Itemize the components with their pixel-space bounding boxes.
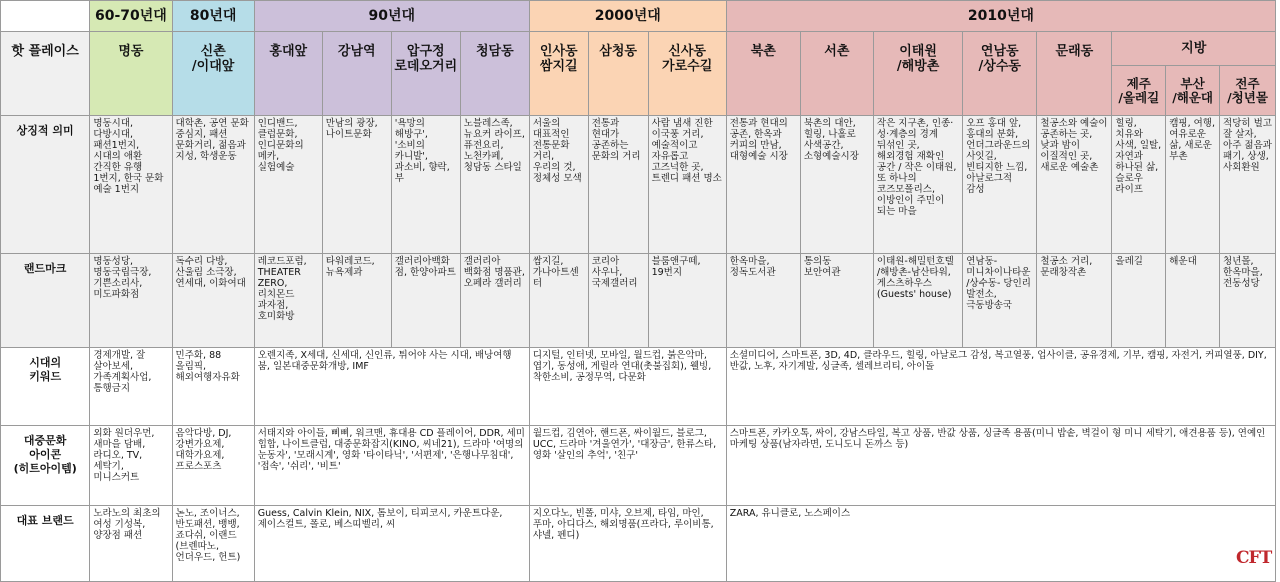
place-header-row xyxy=(1,32,1276,66)
cell-landmark-3: 타워레코드, 뉴욕제과 xyxy=(322,254,391,348)
cell-symbolic-7: 전통과 현대가 공존하는 문화의 거리 xyxy=(588,116,648,254)
cell-symbolic-16: 적당히 벌고 잘 살자, 아주 젊음과 패기, 상생, 사회환원 xyxy=(1220,116,1276,254)
cell-keywords-2010: 소셜미디어, 스마트폰, 3D, 4D, 클라우드, 힐링, 아날로그 감성, 복고열풍, 업사이클, 공유경제, 기부, 캠핑, 자전거, 커피열풍, DIY, 반값, 노후, 자기계발, 싱글족, 셀레브리티, 아이돌 xyxy=(726,348,1275,426)
cell-symbolic-11: 작은 지구촌, 인종·성·계층의 경계 뒤섞인 곳, 해외경험 재확인 공간 / 작은 이태원, 또 하나의 코즈모폴리스, 이방인이 주민이 되는 마을 xyxy=(873,116,962,254)
cell-symbolic-14: 힐링, 치유와 사색, 일탈, 자연과 하나된 삶, 슬로우 라이프 xyxy=(1112,116,1166,254)
keywords-row xyxy=(1,348,1276,426)
place-myeongdong: 명동 xyxy=(90,32,172,116)
cell-keywords-2000: 디지털, 인터넷, 모바일, 월드컵, 붉은악마, 엽기, 동성애, 게릴라 연대(촛불집회), 웰빙, 착한소비, 공정무역, 다문화 xyxy=(529,348,726,426)
cell-symbolic-0: 명동시대, 다방시대, 패션1번지, 시대의 애환 간직한 유행 1번지, 한국 문화 예술 1번지 xyxy=(90,116,172,254)
cell-landmark-7: 코리아 사우나, 국제갤러리 xyxy=(588,254,648,348)
cell-symbolic-10: 북촌의 대안, 힐링, 나홀로 사색공간, 소형예술시장 xyxy=(800,116,873,254)
era-2000: 2000년대 xyxy=(529,1,726,32)
region-label: 지방 xyxy=(1112,32,1276,66)
cell-landmark-16: 청년몰, 한옥마을, 전동성당 xyxy=(1220,254,1276,348)
landmark-row xyxy=(1,254,1276,348)
cell-symbolic-5: 노블레스족, 뉴요커 라이프, 퓨전요리, 노천카페, 청담동 스타일 xyxy=(460,116,529,254)
symbolic-row xyxy=(1,116,1276,254)
cell-landmark-10: 통의동 보안여관 xyxy=(800,254,873,348)
place-busan: 부산 /해운대 xyxy=(1166,66,1220,116)
cell-landmark-12: 연남동- 미니차이나타운 /상수동- 당인리 발전소, 극동방송국 xyxy=(963,254,1037,348)
place-seochon: 서촌 xyxy=(800,32,873,116)
cell-landmark-4: 갤러리아백화점, 한양아파트 xyxy=(391,254,460,348)
era-90: 90년대 xyxy=(254,1,529,32)
place-mullae: 문래동 xyxy=(1037,32,1112,116)
cell-brands-6070: 노라노의 최초의 여성 기성복, 양장점 패션 xyxy=(90,506,172,582)
pop-culture-row xyxy=(1,426,1276,506)
cell-landmark-14: 올레길 xyxy=(1112,254,1166,348)
cell-landmark-11: 이태원-해밀턴호텔 /해방촌-남산타워, 게스츠하우스(Guests' house) xyxy=(873,254,962,348)
cell-symbolic-3: 만남의 광장, 나이트문화 xyxy=(322,116,391,254)
place-hongdae: 홍대앞 xyxy=(254,32,322,116)
place-apgujeong: 압구정 로데오거리 xyxy=(391,32,460,116)
cft-logo xyxy=(1236,548,1276,572)
cell-landmark-1: 독수리 다방, 산울림 소극장, 연세대, 이화여대 xyxy=(172,254,254,348)
cell-landmark-5: 갤러리아 백화점 명품관, 오페라 갤러리 xyxy=(460,254,529,348)
place-cheongdam: 청담동 xyxy=(460,32,529,116)
cell-brands-80: 논노, 조이너스, 반도패션, 뱅뱅, 죠다쉬, 이랜드(브렌따노, 언더우드, 헌트) xyxy=(172,506,254,582)
era-6070: 60-70년대 xyxy=(90,1,172,32)
cell-pop-6070: 외화 원더우먼, 새마을 담배, 라디오, TV, 세탁기, 미니스커트 xyxy=(90,426,172,506)
cell-brands-2000: 지오다노, 빈폴, 미샤, 오브제, 타임, 마인, 푸마, 아디다스, 해외명품(프라다, 루이비통, 샤넬, 펜디) xyxy=(529,506,726,582)
cell-keywords-6070: 경제개발, 잘 살아보세, 가족계획사업, 통행금지 xyxy=(90,348,172,426)
era-2010: 2010년대 xyxy=(726,1,1275,32)
row-label-brands: 대표 브랜드 xyxy=(1,506,90,582)
cell-landmark-8: 블룸앤구떼, 19번지 xyxy=(648,254,726,348)
cell-landmark-0: 명동성당, 명동국립극장, 기쁜소리사, 미도파화점 xyxy=(90,254,172,348)
cell-symbolic-8: 사람 냄새 진한 이국풍 거리, 예술적이고 자유롭고 고즈넉한 곳, 트렌디 패션 명소 xyxy=(648,116,726,254)
cell-symbolic-2: 인디밴드, 클럽문화, 인디문화의 메카, 실험예술 xyxy=(254,116,322,254)
cell-brands-90: Guess, Calvin Klein, NIX, 톰보이, 티피코시, 카운트다운, 제이스컬트, 폴로, 베스띠벨리, 씨 xyxy=(254,506,529,582)
place-jeonju: 전주 /청년몰 xyxy=(1220,66,1276,116)
cell-symbolic-1: 대학촌, 공연 문화 중심지, 패션 문화거리, 젊음과 지성, 학생운동 xyxy=(172,116,254,254)
row-label-symbolic: 상징적 의미 xyxy=(1,116,90,254)
cell-pop-90: 서태지와 아이들, 삐삐, 워크맨, 휴대용 CD 플레이어, DDR, 세미 힙합, 나이트클럽, 대중문화잡지(KINO, 씨네21), 드라마 '여명의 눈동자', '모래시계', 영화 '타이타닉', '서편제', '은행나무침대', '접속', '쉬리', '비트' xyxy=(254,426,529,506)
row-label-pop-culture: 대중문화 아이콘 (히트아이템) xyxy=(1,426,90,506)
row-label-landmark: 랜드마크 xyxy=(1,254,90,348)
cell-symbolic-12: 오프 홍대 앞, 홍대의 분화, 언더그라운드의 사잇길, 빈티지한 느낌, 아날로그적 감성 xyxy=(963,116,1037,254)
cell-landmark-2: 레코드포럼, THEATER ZERO, 리치몬드 과자점, 호미화방 xyxy=(254,254,322,348)
place-jeju: 제주 /올레길 xyxy=(1112,66,1166,116)
cell-landmark-6: 쌈지길, 가나아트센터 xyxy=(529,254,588,348)
cell-landmark-15: 해운대 xyxy=(1166,254,1220,348)
cell-landmark-13: 철공소 거리, 문래창작촌 xyxy=(1037,254,1112,348)
place-yeonnam: 연남동 /상수동 xyxy=(963,32,1037,116)
cell-landmark-9: 한옥마을, 정독도서관 xyxy=(726,254,800,348)
cell-pop-2000: 월드컵, 김연아, 핸드폰, 싸이월드, 블로그, UCC, 드라마 '겨울연가', '대장금', 한류스타, 영화 '살인의 추억', '친구' xyxy=(529,426,726,506)
cell-symbolic-15: 캠핑, 여행, 여유로운 삶, 새로운 부촌 xyxy=(1166,116,1220,254)
place-itaewon: 이태원 /해방촌 xyxy=(873,32,962,116)
place-sinchon: 신촌 /이대앞 xyxy=(172,32,254,116)
row-label-keywords: 시대의 키워드 xyxy=(1,348,90,426)
place-bukchon: 북촌 xyxy=(726,32,800,116)
brands-row xyxy=(1,506,1276,582)
cell-pop-80: 음악다방, DJ, 강변가요제, 대학가요제, 프로스포츠 xyxy=(172,426,254,506)
corner-label: 핫 플레이스 xyxy=(1,32,90,116)
place-insadong: 인사동 쌈지길 xyxy=(529,32,588,116)
cell-symbolic-13: 철공소와 예술이 공존하는 곳, 낮과 밤이 이질적인 곳, 새로운 예술촌 xyxy=(1037,116,1112,254)
cell-symbolic-6: 서울의 대표적인 전통문화 거리, 우리의 것, 정체성 모색 xyxy=(529,116,588,254)
place-sinsa: 신사동 가로수길 xyxy=(648,32,726,116)
cell-symbolic-4: '욕망의 해방구', '소비의 카니발', 과소비, 향락, 부 xyxy=(391,116,460,254)
cell-pop-2010: 스마트폰, 카카오톡, 싸이, 강남스타일, 복고 상품, 반값 상품, 싱글족 용품(미니 밥솥, 벽걸이 형 미니 세탁기, 애견용품 등), 연예인 마케팅 상품(남자라면, 도니도니 돈까스 등) xyxy=(726,426,1275,506)
place-gangnam: 강남역 xyxy=(322,32,391,116)
cell-brands-2010: ZARA, 유니클로, 노스페이스 xyxy=(726,506,1275,582)
cell-keywords-80: 민주화, 88 올림픽, 해외여행자유화 xyxy=(172,348,254,426)
cft-logo-mark: CFT xyxy=(1236,548,1272,568)
era-header-row xyxy=(1,1,1276,32)
cell-keywords-90: 오렌지족, X세대, 신세대, 신인류, 튀어야 사는 시대, 배낭여행 붐, 일본대중문화개방, IMF xyxy=(254,348,529,426)
era-80: 80년대 xyxy=(172,1,254,32)
cell-symbolic-9: 전통과 현대의 공존, 한옥과 커피의 만남, 대형예술 시장 xyxy=(726,116,800,254)
place-samcheong: 삼청동 xyxy=(588,32,648,116)
era-corner-blank xyxy=(1,1,90,32)
